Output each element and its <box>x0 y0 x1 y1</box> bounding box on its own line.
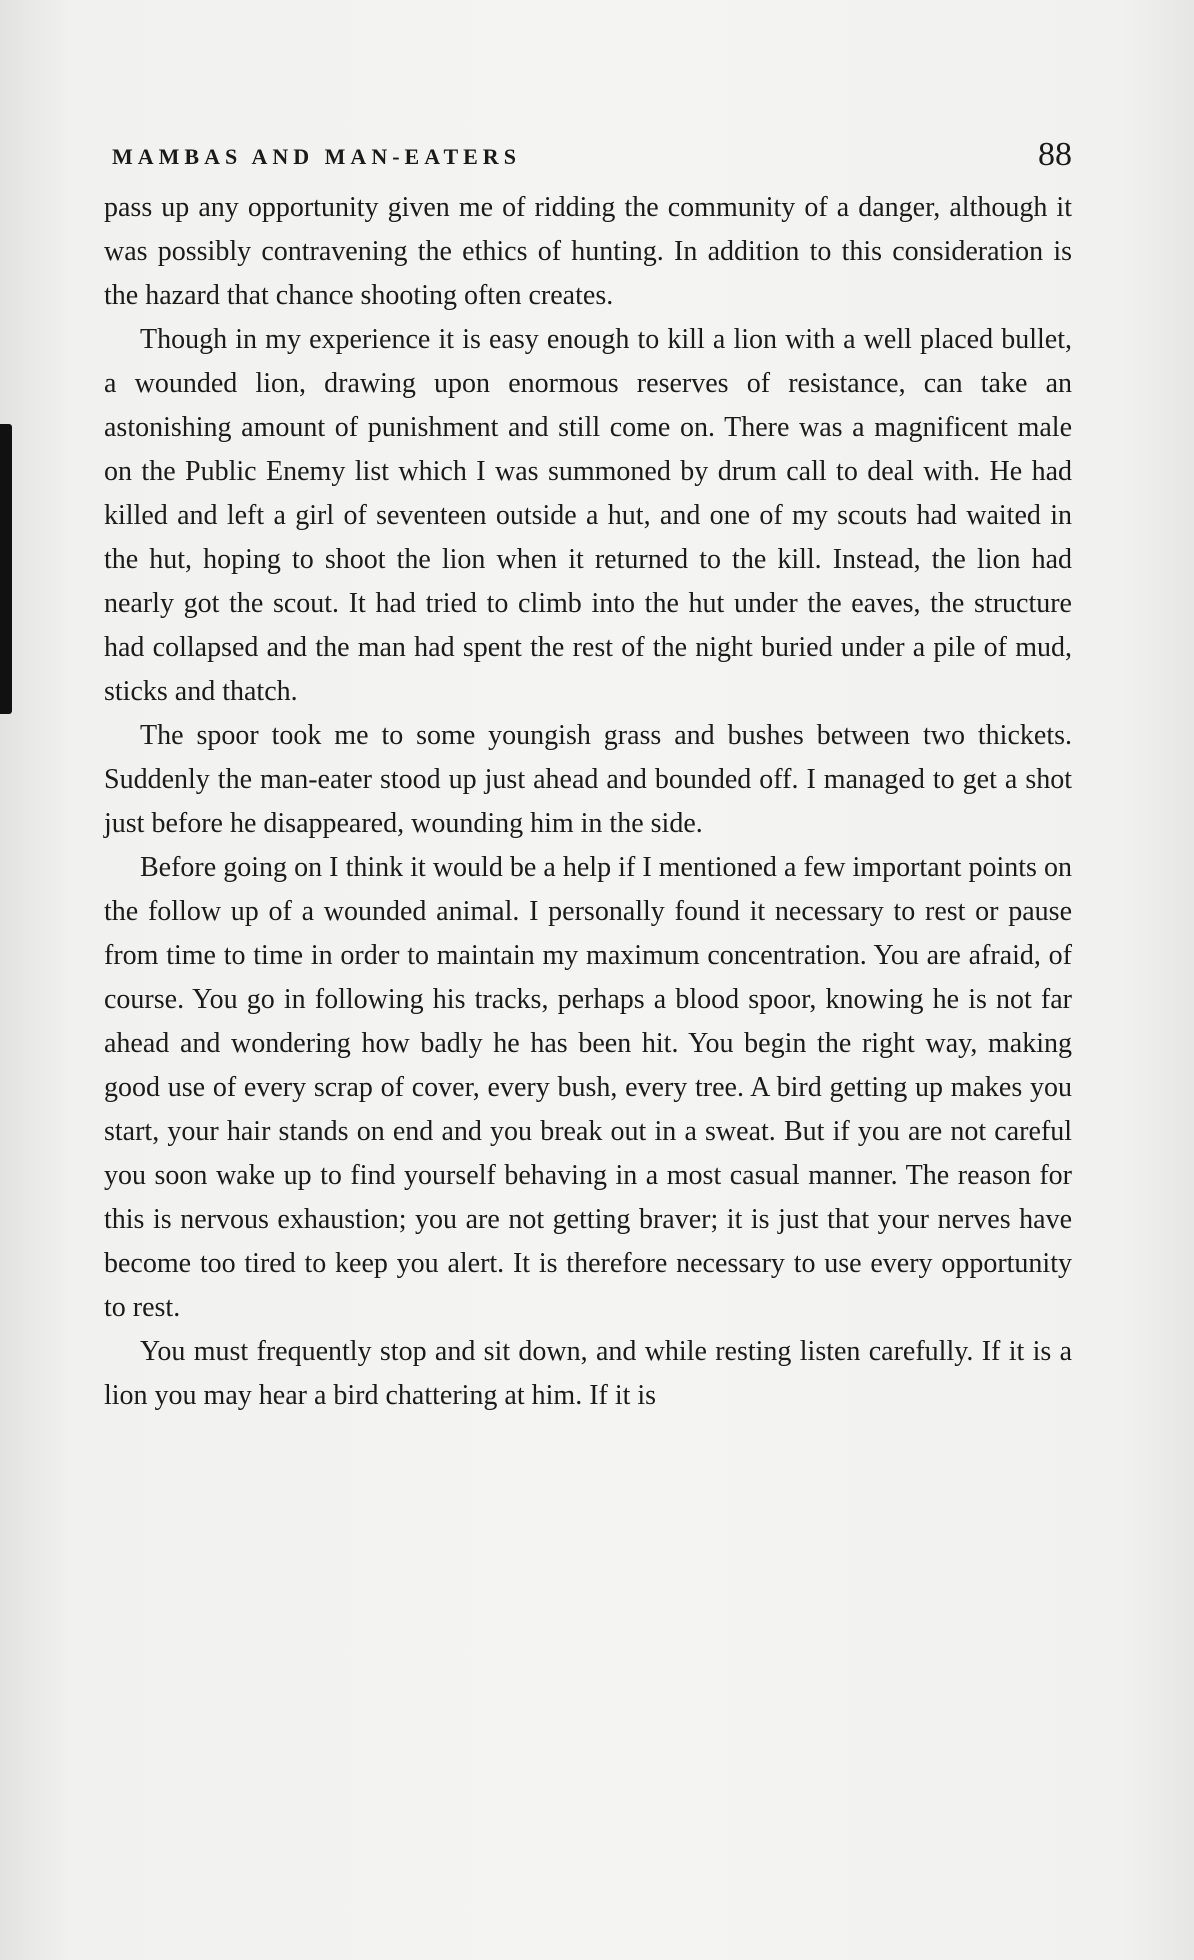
paragraph: You must frequently stop and sit down, and while resting listen carefully. If it is a lion you may hear a bird chattering at him. If it is <box>104 1336 1072 1411</box>
paragraph-continued: pass up any opportunity given me of ridding the community of a danger, although it was possibly contravening the ethics of hunting. In addition to this consideration is the hazard that chance shooting often creates. <box>104 192 1072 311</box>
paragraph: The spoor took me to some youngish grass and bushes between two thickets. Suddenly the man-eater stood up just ahead and bounded off. I managed to get a shot just before he disappeared, wounding him in the side. <box>104 720 1072 839</box>
running-title: MAMBAS AND MAN-EATERS <box>112 144 521 169</box>
paragraph: Though in my experience it is easy enough to kill a lion with a well placed bullet, a wounded lion, drawing upon enormous reserves of resistance, can take an astonishing amount of punishment and still come on. There was a magnificent male on the Public Enemy list which I was summoned by drum call to deal with. He had killed and left a girl of seventeen outside a hut, and one of my scouts had waited in the hut, hoping to shoot the lion when it returned to the kill. Instead, the lion had nearly got the scout. It had tried to climb into the hut under the eaves, the structure had collapsed and the man had spent the rest of the night buried under a pile of mud, sticks and thatch. <box>104 324 1072 707</box>
page-number: 88 <box>1038 136 1072 173</box>
page-edge-shadow <box>0 424 12 714</box>
body-text <box>104 186 1072 1418</box>
running-head <box>112 136 1072 176</box>
paragraph: Before going on I think it would be a help if I mentioned a few important points on the follow up of a wounded animal. I personally found it necessary to rest or pause from time to time in order to maintain my maximum concentration. You are afraid, of course. You go in following his tracks, perhaps a blood spoor, knowing he is not far ahead and wondering how badly he has been hit. You begin the right way, making good use of every scrap of cover, every bush, every tree. A bird getting up makes you start, your hair stands on end and you break out in a sweat. But if you are not careful you soon wake up to find yourself behaving in a most casual manner. The reason for this is nervous exhaustion; you are not getting braver; it is just that your nerves have become too tired to keep you alert. It is therefore necessary to use every opportunity to rest. <box>104 852 1072 1323</box>
